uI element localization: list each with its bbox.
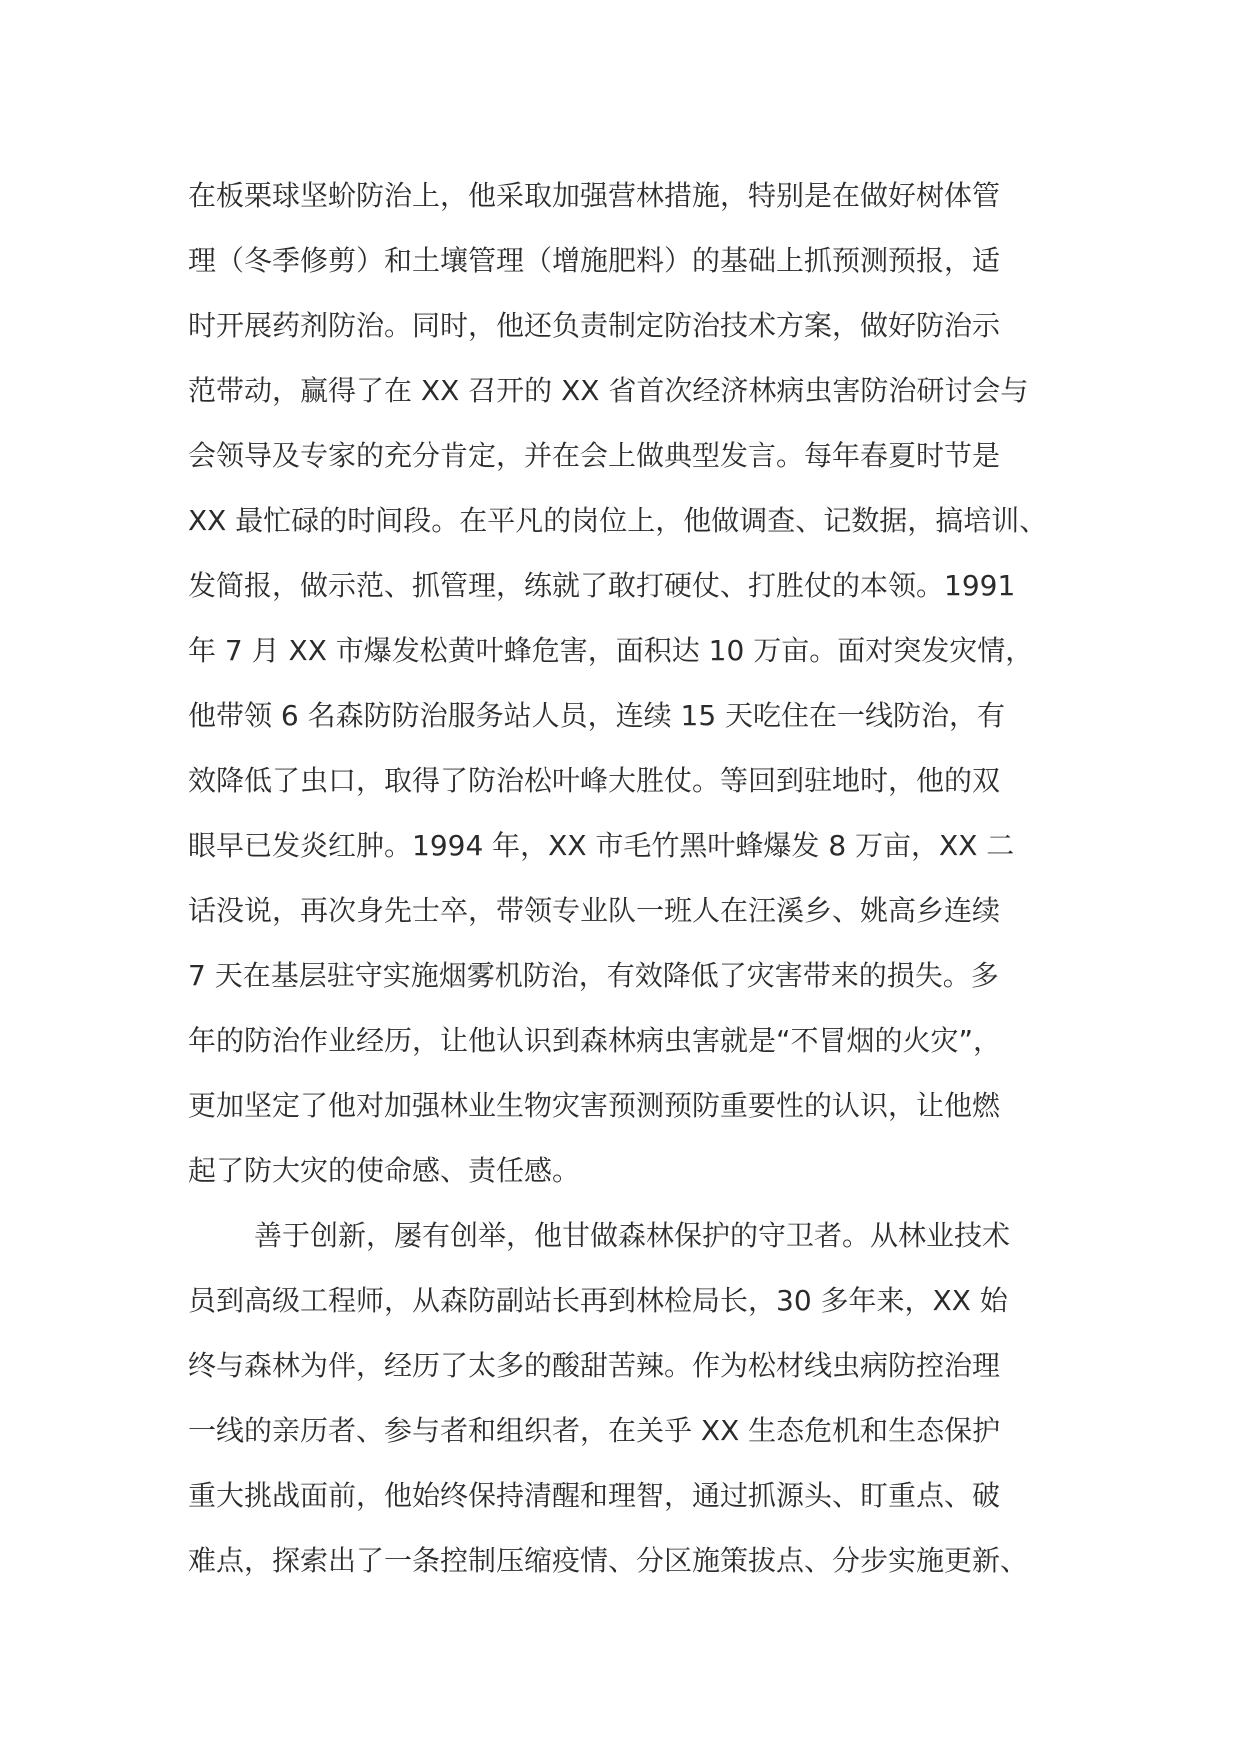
text-line-19: 终与森林为伴，经历了太多的酸甜苦辣。作为松材线虫病防控治理 xyxy=(188,1349,1001,1382)
text-line-20: 一线的亲历者、参与者和组织者，在关乎 XX 生态危机和生态保护 xyxy=(188,1414,1001,1447)
text-line-5: 会领导及专家的充分肯定，并在会上做典型发言。每年春夏时节是 xyxy=(188,439,1001,472)
text-line-17: 善于创新，屡有创举，他甘做森林保护的守卫者。从林业技术 xyxy=(254,1219,1011,1252)
text-line-18: 员到高级工程师，从森防副站长再到林检局长，30 多年来，XX 始 xyxy=(188,1284,1008,1317)
text-line-22: 难点，探索出了一条控制压缩疫情、分区施策拔点、分步实施更新、 xyxy=(188,1544,1029,1577)
text-line-7: 发简报，做示范、抓管理，练就了敢打硬仗、打胜仗的本领。1991 xyxy=(188,569,1016,602)
body-text xyxy=(188,163,1088,1593)
text-line-11: 眼早已发炎红肿。1994 年，XX 市毛竹黑叶蜂爆发 8 万亩，XX 二 xyxy=(188,829,1015,862)
text-line-8: 年 7 月 XX 市爆发松黄叶蜂危害，面积达 10 万亩。面对突发灾情， xyxy=(188,634,1034,667)
text-line-21: 重大挑战面前，他始终保持清醒和理智，通过抓源头、盯重点、破 xyxy=(188,1479,1001,1512)
text-line-4: 范带动，赢得了在 XX 召开的 XX 省首次经济林病虫害防治研讨会与 xyxy=(188,374,1029,407)
text-line-13: 7 天在基层驻守实施烟雾机防治，有效降低了灾害带来的损失。多 xyxy=(188,959,999,992)
text-line-6: XX 最忙碌的时间段。在平凡的岗位上，他做调查、记数据，搞培训、 xyxy=(188,504,1048,537)
text-line-15: 更加坚定了他对加强林业生物灾害预测预防重要性的认识，让他燃 xyxy=(188,1089,1001,1122)
text-line-16: 起了防大灾的使命感、责任感。 xyxy=(188,1154,581,1187)
text-line-10: 效降低了虫口，取得了防治松叶峰大胜仗。等回到驻地时，他的双 xyxy=(188,764,1001,797)
text-line-14: 年的防治作业经历，让他认识到森林病虫害就是“不冒烟的火灾”， xyxy=(188,1024,1002,1057)
text-line-1: 在板栗球坚蚧防治上，他采取加强营林措施，特别是在做好树体管 xyxy=(188,179,1001,212)
text-line-12: 话没说，再次身先士卒，带领专业队一班人在汪溪乡、姚高乡连续 xyxy=(188,894,1001,927)
text-line-2: 理（冬季修剪）和土壤管理（增施肥料）的基础上抓预测预报，适 xyxy=(188,244,1001,277)
text-line-9: 他带领 6 名森防防治服务站人员，连续 15 天吃住在一线防治，有 xyxy=(188,699,1006,732)
text-line-3: 时开展药剂防治。同时，他还负责制定防治技术方案，做好防治示 xyxy=(188,309,1001,342)
